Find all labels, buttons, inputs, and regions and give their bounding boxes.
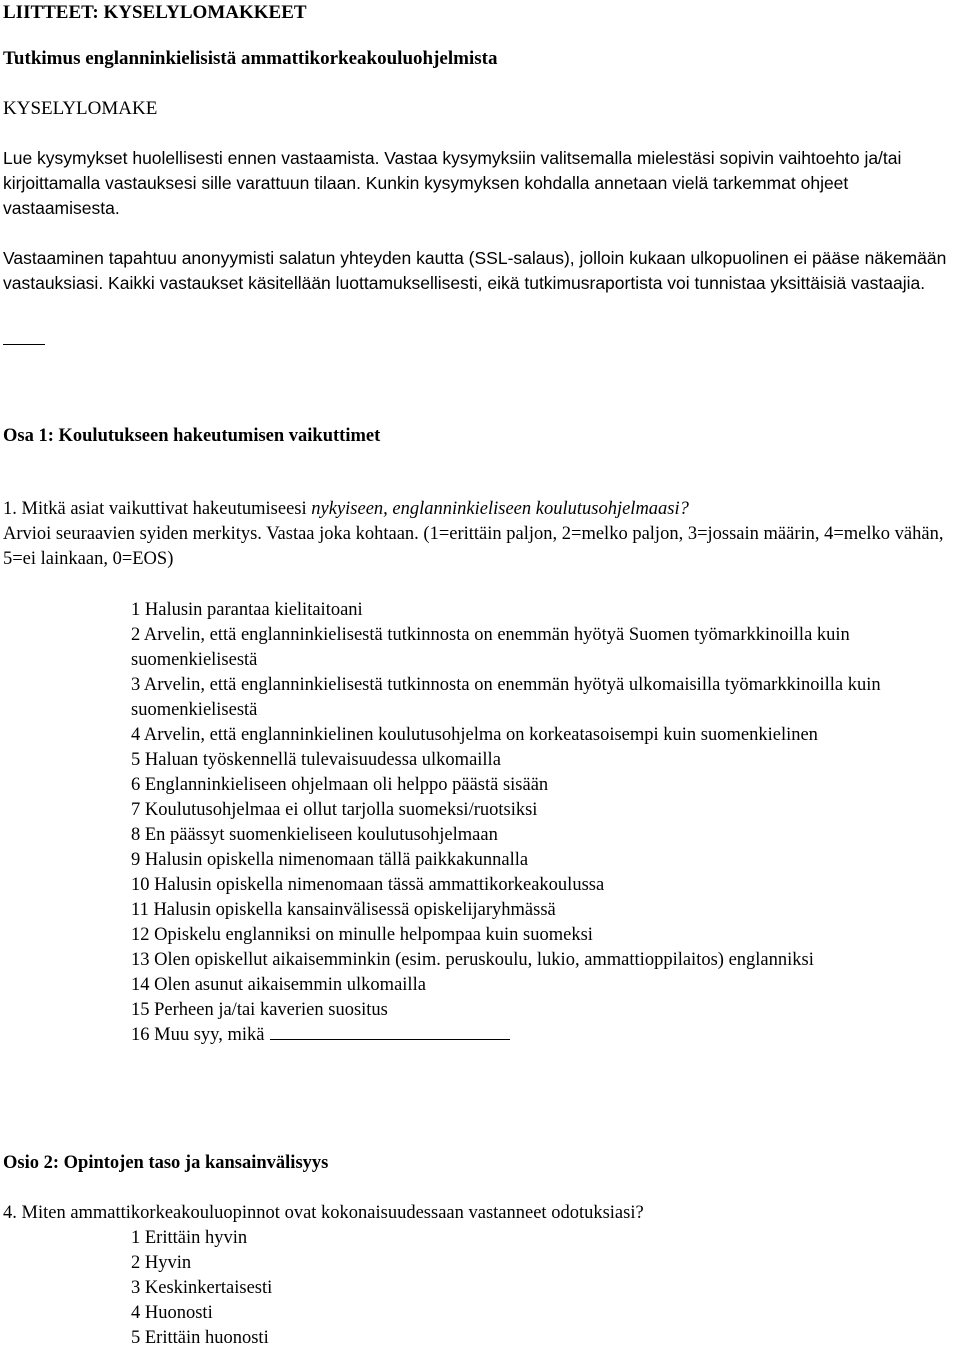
list-item: 5 Haluan työskennellä tulevaisuudessa ulkomailla [131, 750, 501, 770]
question-4-text: 4. Miten ammattikorkeakouluopinnot ovat kokonaisuudessaan vastanneet odotuksiasi? [3, 1203, 644, 1223]
question-4-options-list [131, 1226, 951, 1351]
list-item: 10 Halusin opiskella nimenomaan tässä ammattikorkeakoulussa [131, 875, 605, 895]
list-item: 14 Olen asunut aikaisemmin ulkomailla [131, 975, 426, 995]
question-1-text: 1. Mitkä asiat vaikuttivat hakeutumiseesi [3, 499, 312, 519]
list-item: 4 Arvelin, että englanninkielinen koulutusohjelma on korkeatasoisempi kuin suomenkielinen [131, 725, 818, 745]
list-item: 3 Keskinkertaisesti [131, 1278, 273, 1298]
list-item: 8 En päässyt suomenkieliseen koulutusohjelmaan [131, 825, 498, 845]
list-item: 2 Arvelin, että englanninkielisestä tutkinnosta on enemmän hyötyä Suomen työmarkkinoilla kuin suomenkielisestä [131, 625, 850, 670]
list-item: 9 Halusin opiskella nimenomaan tällä paikkakunnalla [131, 850, 529, 870]
list-item: 5 Erittäin huonosti [131, 1328, 269, 1348]
question-1-instruction: Arvioi seuraavien syiden merkitys. Vastaa joka kohtaan. (1=erittäin paljon, 2=melko paljon, 3=jossain määrin, 4=melko vähän, 5=ei lainkaan, 0=EOS) [3, 524, 944, 569]
study-title: Tutkimus englanninkielisistä ammattikorkeakouluohjelmista [3, 48, 498, 69]
intro-paragraph-privacy: Vastaaminen tapahtuu anonyymisti salatun yhteyden kautta (SSL-salaus), jolloin kukaan ulkopuolinen ei pääse näkemään vastauksiasi. Kaikki vastaukset käsitellään luottamuksellisesti, eikä tutkimusraportista voi tunnistaa yksittäisiä vastaajia. [3, 248, 947, 293]
list-item: 15 Perheen ja/tai kaverien suositus [131, 1000, 388, 1020]
list-item: 4 Huonosti [131, 1303, 213, 1323]
separator-line [3, 344, 45, 345]
question-1-emphasis: nykyiseen, englanninkieliseen koulutusohjelmaasi? [311, 499, 689, 519]
intro-paragraph-instructions: Lue kysymykset huolellisesti ennen vastaamista. Vastaa kysymyksiin valitsemalla mielestäsi sopivin vaihtoehto ja/tai kirjoittamalla vastauksesi sille varattuun tilaan. Kunkin kysymyksen kohdalla annetaan vielä tarkemmat ohjeet vastaamisesta. [3, 148, 902, 218]
appendix-title: LIITTEET: KYSELYLOMAKKEET [3, 2, 307, 23]
list-item: 13 Olen opiskellut aikaisemminkin (esim. peruskoulu, lukio, ammattioppilaitos) englanniksi [131, 950, 814, 970]
section-2-heading: Osio 2: Opintojen taso ja kansainvälisyys [3, 1153, 329, 1173]
other-reason-blank-line[interactable] [270, 1025, 510, 1040]
form-label: KYSELYLOMAKE [3, 98, 158, 119]
list-item-other [131, 1023, 951, 1048]
list-item: 1 Erittäin hyvin [131, 1228, 248, 1248]
section-1-heading: Osa 1: Koulutukseen hakeutumisen vaikuttimet [3, 426, 381, 446]
list-item: 6 Englanninkieliseen ohjelmaan oli helppo päästä sisään [131, 775, 549, 795]
other-reason-label: 16 Muu syy, mikä [131, 1025, 265, 1045]
question-1 [3, 497, 948, 572]
list-item: 3 Arvelin, että englanninkielisestä tutkinnosta on enemmän hyötyä ulkomaisilla työmarkkinoilla kuin suomenkielisestä [131, 675, 881, 720]
list-item: 11 Halusin opiskella kansainvälisessä opiskelijaryhmässä [131, 900, 556, 920]
list-item: 7 Koulutusohjelmaa ei ollut tarjolla suomeksi/ruotsiksi [131, 800, 538, 820]
list-item: 1 Halusin parantaa kielitaitoani [131, 600, 363, 620]
list-item: 2 Hyvin [131, 1253, 192, 1273]
list-item: 12 Opiskelu englanniksi on minulle helpompaa kuin suomeksi [131, 925, 593, 945]
question-1-reasons-list [131, 598, 951, 1048]
